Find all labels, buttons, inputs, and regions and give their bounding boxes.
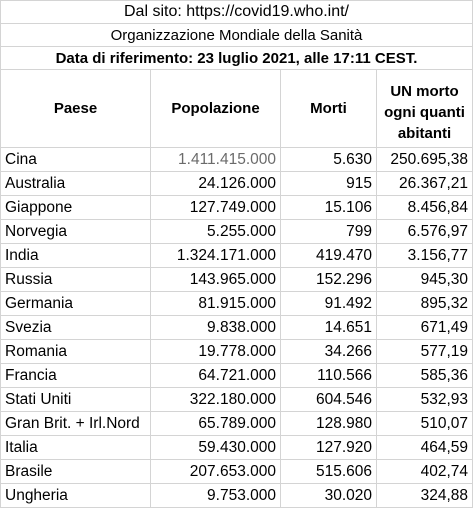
cell-deaths: 915 bbox=[281, 172, 377, 196]
cell-country: India bbox=[1, 244, 151, 268]
cell-country: Romania bbox=[1, 340, 151, 364]
cell-ratio: 585,36 bbox=[377, 364, 473, 388]
column-header-ratio: UN morto ogni quanti abitanti bbox=[377, 70, 473, 148]
cell-ratio: 250.695,38 bbox=[377, 148, 473, 172]
cell-deaths: 15.106 bbox=[281, 196, 377, 220]
table-row bbox=[1, 460, 473, 484]
cell-population: 207.653.000 bbox=[151, 460, 281, 484]
cell-ratio: 26.367,21 bbox=[377, 172, 473, 196]
cell-ratio: 402,74 bbox=[377, 460, 473, 484]
column-header-deaths: Morti bbox=[281, 70, 377, 148]
cell-country: Australia bbox=[1, 172, 151, 196]
cell-ratio: 6.576,97 bbox=[377, 220, 473, 244]
cell-population: 322.180.000 bbox=[151, 388, 281, 412]
table-row bbox=[1, 196, 473, 220]
cell-population: 1.324.171.000 bbox=[151, 244, 281, 268]
table-body bbox=[1, 148, 473, 508]
cell-deaths: 14.651 bbox=[281, 316, 377, 340]
table-row bbox=[1, 388, 473, 412]
cell-ratio: 464,59 bbox=[377, 436, 473, 460]
column-header-country: Paese bbox=[1, 70, 151, 148]
cell-deaths: 419.470 bbox=[281, 244, 377, 268]
table-row bbox=[1, 148, 473, 172]
cell-deaths: 128.980 bbox=[281, 412, 377, 436]
cell-country: Francia bbox=[1, 364, 151, 388]
cell-population: 143.965.000 bbox=[151, 268, 281, 292]
cell-population: 9.838.000 bbox=[151, 316, 281, 340]
cell-deaths: 604.546 bbox=[281, 388, 377, 412]
cell-deaths: 30.020 bbox=[281, 484, 377, 508]
cell-country: Giappone bbox=[1, 196, 151, 220]
table-row bbox=[1, 364, 473, 388]
table-row bbox=[1, 244, 473, 268]
cell-country: Gran Brit. + Irl.Nord bbox=[1, 412, 151, 436]
cell-ratio: 532,93 bbox=[377, 388, 473, 412]
source-line: Dal sito: https://covid19.who.int/ bbox=[1, 1, 473, 24]
cell-country: Cina bbox=[1, 148, 151, 172]
table-row bbox=[1, 484, 473, 508]
organization-name: Organizzazione Mondiale della Sanità bbox=[1, 24, 473, 47]
cell-deaths: 110.566 bbox=[281, 364, 377, 388]
cell-population: 127.749.000 bbox=[151, 196, 281, 220]
cell-population: 59.430.000 bbox=[151, 436, 281, 460]
cell-ratio: 671,49 bbox=[377, 316, 473, 340]
cell-country: Svezia bbox=[1, 316, 151, 340]
table-row bbox=[1, 220, 473, 244]
table-row bbox=[1, 292, 473, 316]
cell-ratio: 8.456,84 bbox=[377, 196, 473, 220]
table-row bbox=[1, 316, 473, 340]
cell-population: 81.915.000 bbox=[151, 292, 281, 316]
table-row bbox=[1, 172, 473, 196]
cell-deaths: 799 bbox=[281, 220, 377, 244]
table-row bbox=[1, 268, 473, 292]
cell-country: Ungheria bbox=[1, 484, 151, 508]
table-row bbox=[1, 412, 473, 436]
cell-deaths: 152.296 bbox=[281, 268, 377, 292]
cell-deaths: 34.266 bbox=[281, 340, 377, 364]
cell-country: Stati Uniti bbox=[1, 388, 151, 412]
cell-ratio: 3.156,77 bbox=[377, 244, 473, 268]
cell-population: 19.778.000 bbox=[151, 340, 281, 364]
cell-deaths: 127.920 bbox=[281, 436, 377, 460]
cell-deaths: 5.630 bbox=[281, 148, 377, 172]
cell-population: 9.753.000 bbox=[151, 484, 281, 508]
cell-population: 65.789.000 bbox=[151, 412, 281, 436]
cell-population: 1.411.415.000 bbox=[151, 148, 281, 172]
cell-country: Germania bbox=[1, 292, 151, 316]
cell-deaths: 91.492 bbox=[281, 292, 377, 316]
reference-date: Data di riferimento: 23 luglio 2021, alle 17:11 CEST. bbox=[1, 47, 473, 70]
cell-deaths: 515.606 bbox=[281, 460, 377, 484]
cell-population: 64.721.000 bbox=[151, 364, 281, 388]
cell-ratio: 577,19 bbox=[377, 340, 473, 364]
table-row bbox=[1, 436, 473, 460]
cell-country: Norvegia bbox=[1, 220, 151, 244]
cell-population: 5.255.000 bbox=[151, 220, 281, 244]
cell-ratio: 510,07 bbox=[377, 412, 473, 436]
table-row bbox=[1, 340, 473, 364]
cell-country: Russia bbox=[1, 268, 151, 292]
cell-ratio: 945,30 bbox=[377, 268, 473, 292]
cell-ratio: 324,88 bbox=[377, 484, 473, 508]
cell-population: 24.126.000 bbox=[151, 172, 281, 196]
cell-country: Brasile bbox=[1, 460, 151, 484]
cell-ratio: 895,32 bbox=[377, 292, 473, 316]
cell-country: Italia bbox=[1, 436, 151, 460]
column-header-population: Popolazione bbox=[151, 70, 281, 148]
